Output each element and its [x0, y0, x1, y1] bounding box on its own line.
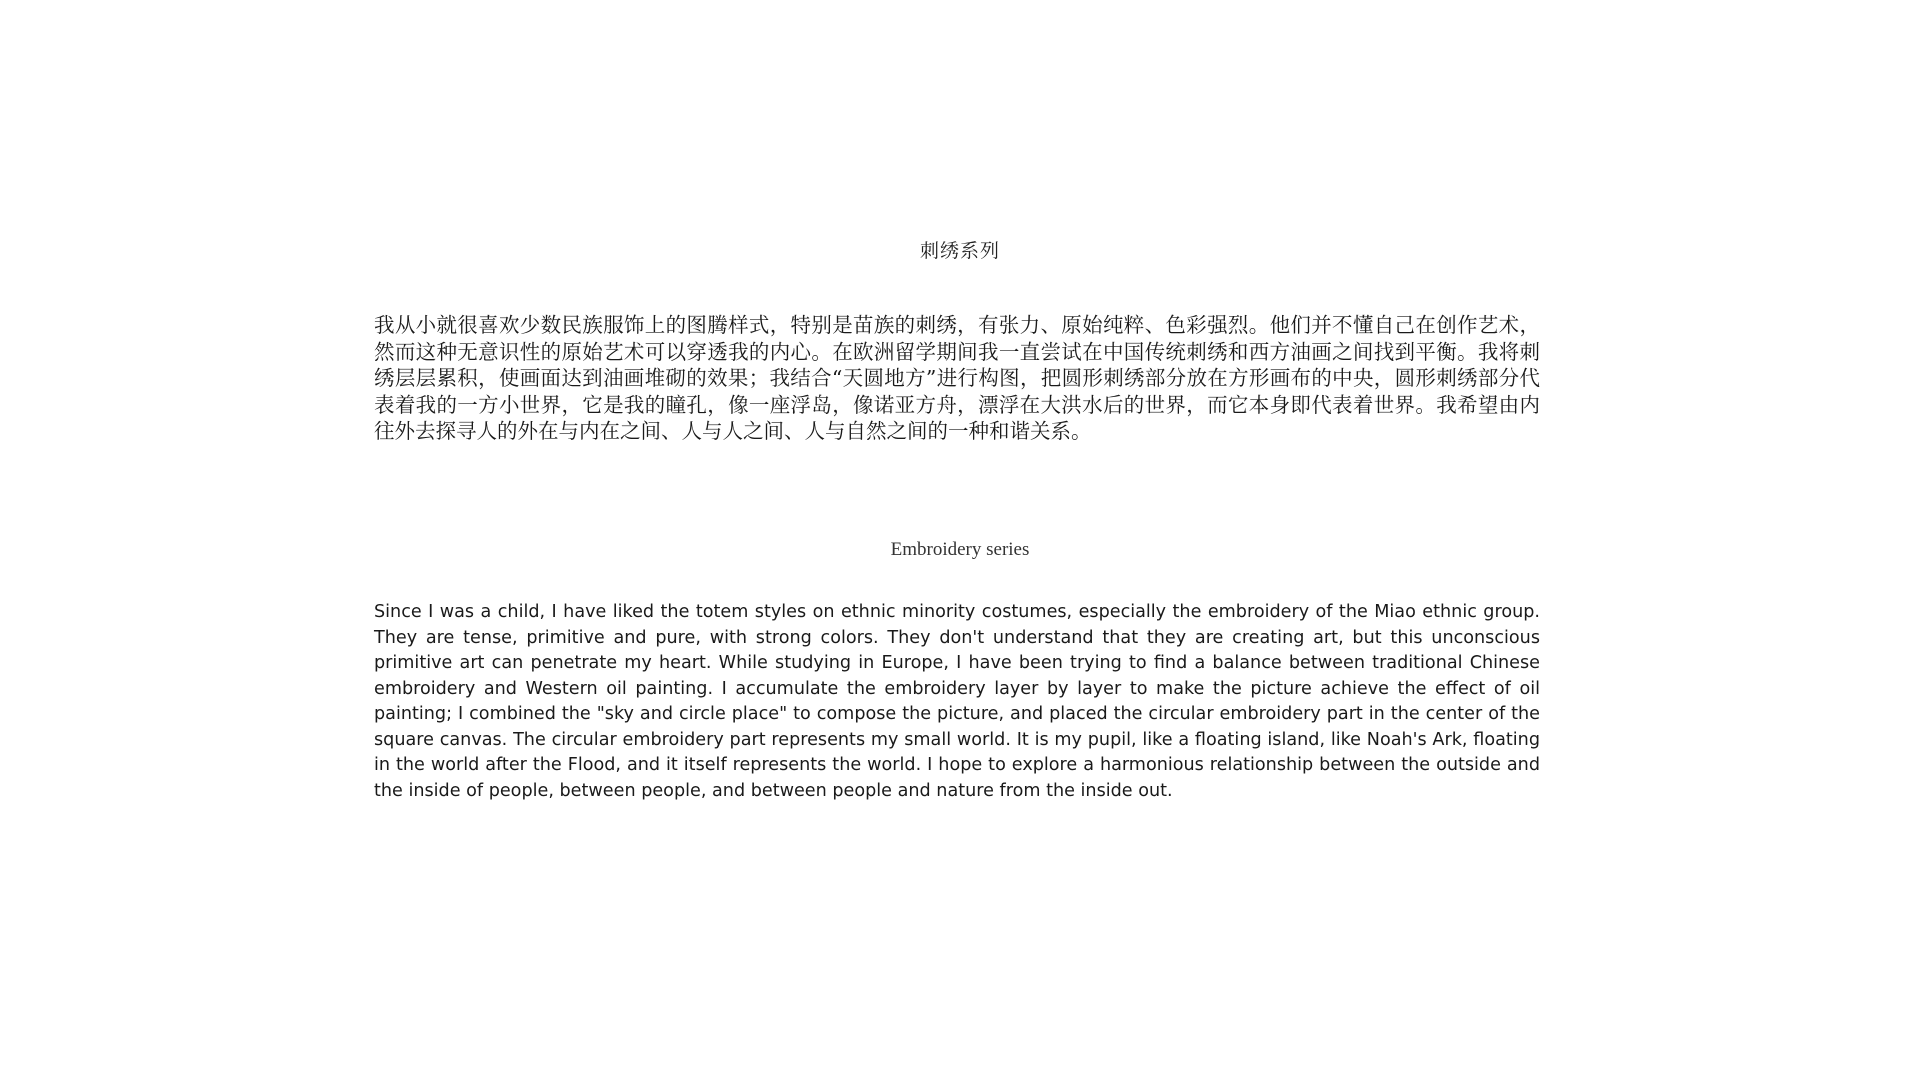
chinese-section-body: 我从小就很喜欢少数民族服饰上的图腾样式，特别是苗族的刺绣，有张力、原始纯粹、色彩强烈。他们并不懂自己在创作艺术，然而这种无意识性的原始艺术可以穿透我的内心。在欧洲留学期间我一直尝试在中国传统刺绣和西方油画之间找到平衡。我将刺绣层层累积，使画面达到油画堆砌的效果；我结合“天圆地方”进行构图，把圆形刺绣部分放在方形画布的中央，圆形刺绣部分代表着我的一方小世界，它是我的瞳孔，像一座浮岛，像诺亚方舟，漂浮在大洪水后的世界，而它本身即代表着世界。我希望由内往外去探寻人的外在与内在之间、人与人之间、人与自然之间的一种和谐关系。: [374, 313, 1540, 443]
english-section-body: Since I was a child, I have liked the totem styles on ethnic minority costumes, especially the embroidery of the Miao ethnic group. They are tense, primitive and pure, with strong colors. They don't understand that they are creating art, but this unconscious primitive art can penetrate my heart. While studying in Europe, I have been trying to find a balance between traditional Chinese embroidery and Western oil painting. I accumulate the embroidery layer by layer to make the picture achieve the effect of oil painting; I combined the "sky and circle place" to compose the picture, and placed the circular embroidery part in the center of the square canvas. The circular embroidery part represents my small world. It is my pupil, like a floating island, like Noah's Ark, floating in the world after the Flood, and it itself represents the world. I hope to explore a harmonious relationship between the outside and the inside of people, between people, and between people and nature from the inside out.: [374, 602, 1540, 801]
chinese-section-title: 刺绣系列: [919, 240, 1000, 262]
english-section-title: Embroidery series: [890, 539, 1030, 560]
